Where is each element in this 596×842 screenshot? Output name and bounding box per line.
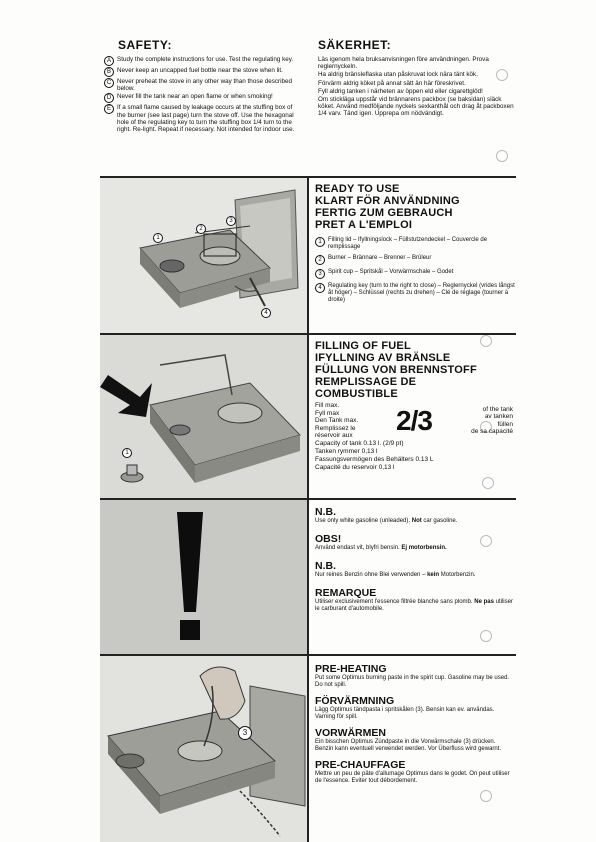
filling-title-fr-2: COMBUSTIBLE xyxy=(315,388,398,400)
capacity-line: Capacité du reservoir 0,13 l xyxy=(315,463,395,471)
safety-item xyxy=(106,56,302,66)
filling-title-sv: IFYLLNING AV BRÄNSLE xyxy=(315,352,451,364)
safety-section-sv xyxy=(318,38,518,119)
safety-item xyxy=(106,104,302,134)
callout-4: 4 xyxy=(261,308,271,318)
safety-letter-badge: A xyxy=(104,56,114,66)
fill-right-line: füllen xyxy=(497,420,513,428)
nb-text-sv: Använd endast vit, blyfri bensin. Ej motorbensin. xyxy=(315,545,447,551)
capacity-line: Tanken rymmer 0,13 l xyxy=(315,447,378,455)
fill-left-line: Fill max. xyxy=(315,402,340,409)
fill-level-row xyxy=(315,402,515,440)
fill-tank-label xyxy=(443,406,513,436)
legend-text: Filling lid – Ifyllningslock – Füllstutzendeckel – Couvercle de remplissage xyxy=(328,237,488,250)
safety-line-sv: Om stickläga uppstår vid brännarens packbox (se baksidan) släck köket. Använd medföljande nyckels sexkanthål och drag åt packboxen 1/4 varv. Tänd igen. Upprepa om nödvändigt. xyxy=(318,96,514,118)
filling-section xyxy=(315,340,515,472)
legend-number-badge: 4 xyxy=(315,283,325,293)
parts-legend xyxy=(315,237,515,304)
fuel-filling-photo xyxy=(100,335,307,498)
callout-3: 3 xyxy=(238,726,252,740)
safety-item-text: Never fill the tank near an open flame or when smoking! xyxy=(117,93,273,101)
filling-title-fr-1: REMPLISSAGE DE xyxy=(315,376,417,388)
safety-letter-badge: D xyxy=(104,93,114,103)
binding-hole xyxy=(482,477,494,489)
safety-item-text: Study the complete instructions for use. Test the regulating key. xyxy=(117,56,294,63)
fill-right-line: av tanken xyxy=(484,413,513,421)
legend-item xyxy=(315,237,515,251)
warning-panel xyxy=(100,500,307,654)
safety-letter-badge: E xyxy=(104,104,114,114)
legend-text: Regulating key (turn to the right to close) – Reglernyckel (vrides långst åt höger) – Schlüssel (rechts zu drehen) – Clé de réglage (tourner à droite) xyxy=(328,283,515,303)
safety-title-en: SAFETY: xyxy=(118,38,172,52)
nb-title-sv: OBS! xyxy=(315,533,342,545)
fill-left-line: Remplissez le xyxy=(315,424,356,432)
fill-right-line: of the tank xyxy=(482,405,513,413)
binding-hole xyxy=(480,790,492,802)
capacity-line: Fassungsvermögen des Behälters 0.13 L xyxy=(315,455,434,463)
legend-item xyxy=(315,283,515,304)
safety-line-sv: Läs igenom hela bruksanvisningen före användningen. Prova reglernyckeln. xyxy=(318,56,489,71)
binding-hole xyxy=(496,150,508,162)
fill-left-line: réservoir aux xyxy=(315,432,353,439)
preheat-text-en: Put some Optimus burning paste in the spirit cup. Gasoline may be used. Do not spill. xyxy=(315,675,510,688)
preheat-title-de: VORWÄRMEN xyxy=(315,727,386,739)
safety-line-sv: Fyll aldrig tanken i närheten av öppen eld eller cigarettglöd! xyxy=(318,87,483,95)
filling-title-de: FÜLLUNG VON BRENNSTOFF xyxy=(315,364,477,376)
callout-1: 1 xyxy=(122,448,132,458)
safety-item-text: If a small flame caused by leakage occurs at the stuffing box of the burner (see last page) turn the stove off. Use the hexagonal hole of the regulating key to turn the stuffing box 1/4 turn to the right. Re-light. Repeat if necessary. Not intended for indoor use. xyxy=(117,104,295,134)
nb-section xyxy=(315,506,515,613)
fill-fraction: 2/3 xyxy=(396,404,432,436)
safety-section-en xyxy=(104,38,302,134)
ready-title-en: READY TO USE xyxy=(315,183,400,195)
safety-item xyxy=(106,93,302,103)
legend-number-badge: 1 xyxy=(315,237,325,247)
preheat-text-de: Ein bisschen Optimus Zündpaste in die Vorwärmschale (3) drücken. Benzin kann eventuell verwendet werden. Vor Überfluss wird gewarnt. xyxy=(315,739,502,752)
callout-3: 3 xyxy=(226,216,236,226)
safety-item-text: Never keep an uncapped fuel bottle near the stove when lit. xyxy=(117,67,283,74)
fill-left-line: Fyll max xyxy=(315,409,340,417)
callout-2: 2 xyxy=(196,224,206,234)
filling-title-en: FILLING OF FUEL xyxy=(315,340,411,352)
nb-title-en: N.B. xyxy=(315,506,336,518)
legend-item xyxy=(315,269,515,279)
legend-number-badge: 3 xyxy=(315,269,325,279)
safety-letter-badge: B xyxy=(104,67,114,77)
safety-line-sv: Ha aldrig bränsleflaska utan påskruvat lock nära tänt kök. xyxy=(318,71,478,79)
safety-list-sv xyxy=(318,56,518,118)
nb-title-fr: REMARQUE xyxy=(315,587,377,599)
legend-item xyxy=(315,255,515,265)
nb-text-en: Use only white gasoline (unleaded). Not car gasoline. xyxy=(315,518,458,524)
ready-title-sv: KLART FÖR ANVÄNDNING xyxy=(315,195,460,207)
tank-capacity xyxy=(315,440,515,472)
nb-text-de: Nur reines Benzin ohne Blei verwenden – kein Motorbenzin. xyxy=(315,572,476,578)
safety-list-en xyxy=(106,56,302,134)
safety-letter-badge: C xyxy=(104,78,114,88)
preheat-text-sv: Lägg Optimus tändpasta i spritskålen (3). Bensin kan ev. användas. Varning för spill. xyxy=(315,707,495,720)
ready-title-de: FERTIG ZUM GEBRAUCH xyxy=(315,207,453,219)
preheat-title-sv: FÖRVÄRMNING xyxy=(315,695,395,707)
legend-number-badge: 2 xyxy=(315,255,325,265)
column-divider xyxy=(307,176,309,842)
ready-title-fr: PRET A L'EMPLOI xyxy=(315,219,413,231)
preheat-title-en: PRE-HEATING xyxy=(315,663,387,675)
callout-1: 1 xyxy=(153,233,163,243)
safety-line-sv: Förvärm aldrig köket på annat sätt än här föreskrivet. xyxy=(318,79,466,87)
preheat-text-fr: Mettre un peu de pâte d'allumage Optimus dans le godet. On peut utiliser de l'essence. Eviter tout débordement. xyxy=(315,771,510,784)
fill-max-label xyxy=(315,402,385,440)
stove-ready-photo xyxy=(100,178,307,333)
fill-right-line: de sa capacité xyxy=(471,428,513,436)
nb-text-fr: Utiliser exclusivement l'essence filtrée blanche sans plomb. Ne pas utiliser le carburant d'automobile. xyxy=(315,599,513,612)
capacity-line: Capacity of tank 0.13 l. (2/9 pt) xyxy=(315,439,404,447)
binding-hole xyxy=(480,630,492,642)
preheat-section xyxy=(315,663,515,785)
nb-title-de: N.B. xyxy=(315,560,336,572)
safety-title-sv: SÄKERHET: xyxy=(318,38,392,52)
fill-left-line: Den Tank max. xyxy=(315,417,359,424)
legend-text: Burner – Brännare – Brenner – Brûleur xyxy=(328,255,432,261)
safety-item xyxy=(106,78,302,93)
preheating-photo xyxy=(100,656,307,842)
preheat-title-fr: PRE-CHAUFFAGE xyxy=(315,759,406,771)
safety-item-text: Never preheat the stove in any other way than those described below. xyxy=(117,78,293,93)
safety-item xyxy=(106,67,302,77)
legend-text: Spirit cup – Spritskål – Vorwärmschale – Godet xyxy=(328,269,454,275)
ready-section xyxy=(315,183,515,304)
